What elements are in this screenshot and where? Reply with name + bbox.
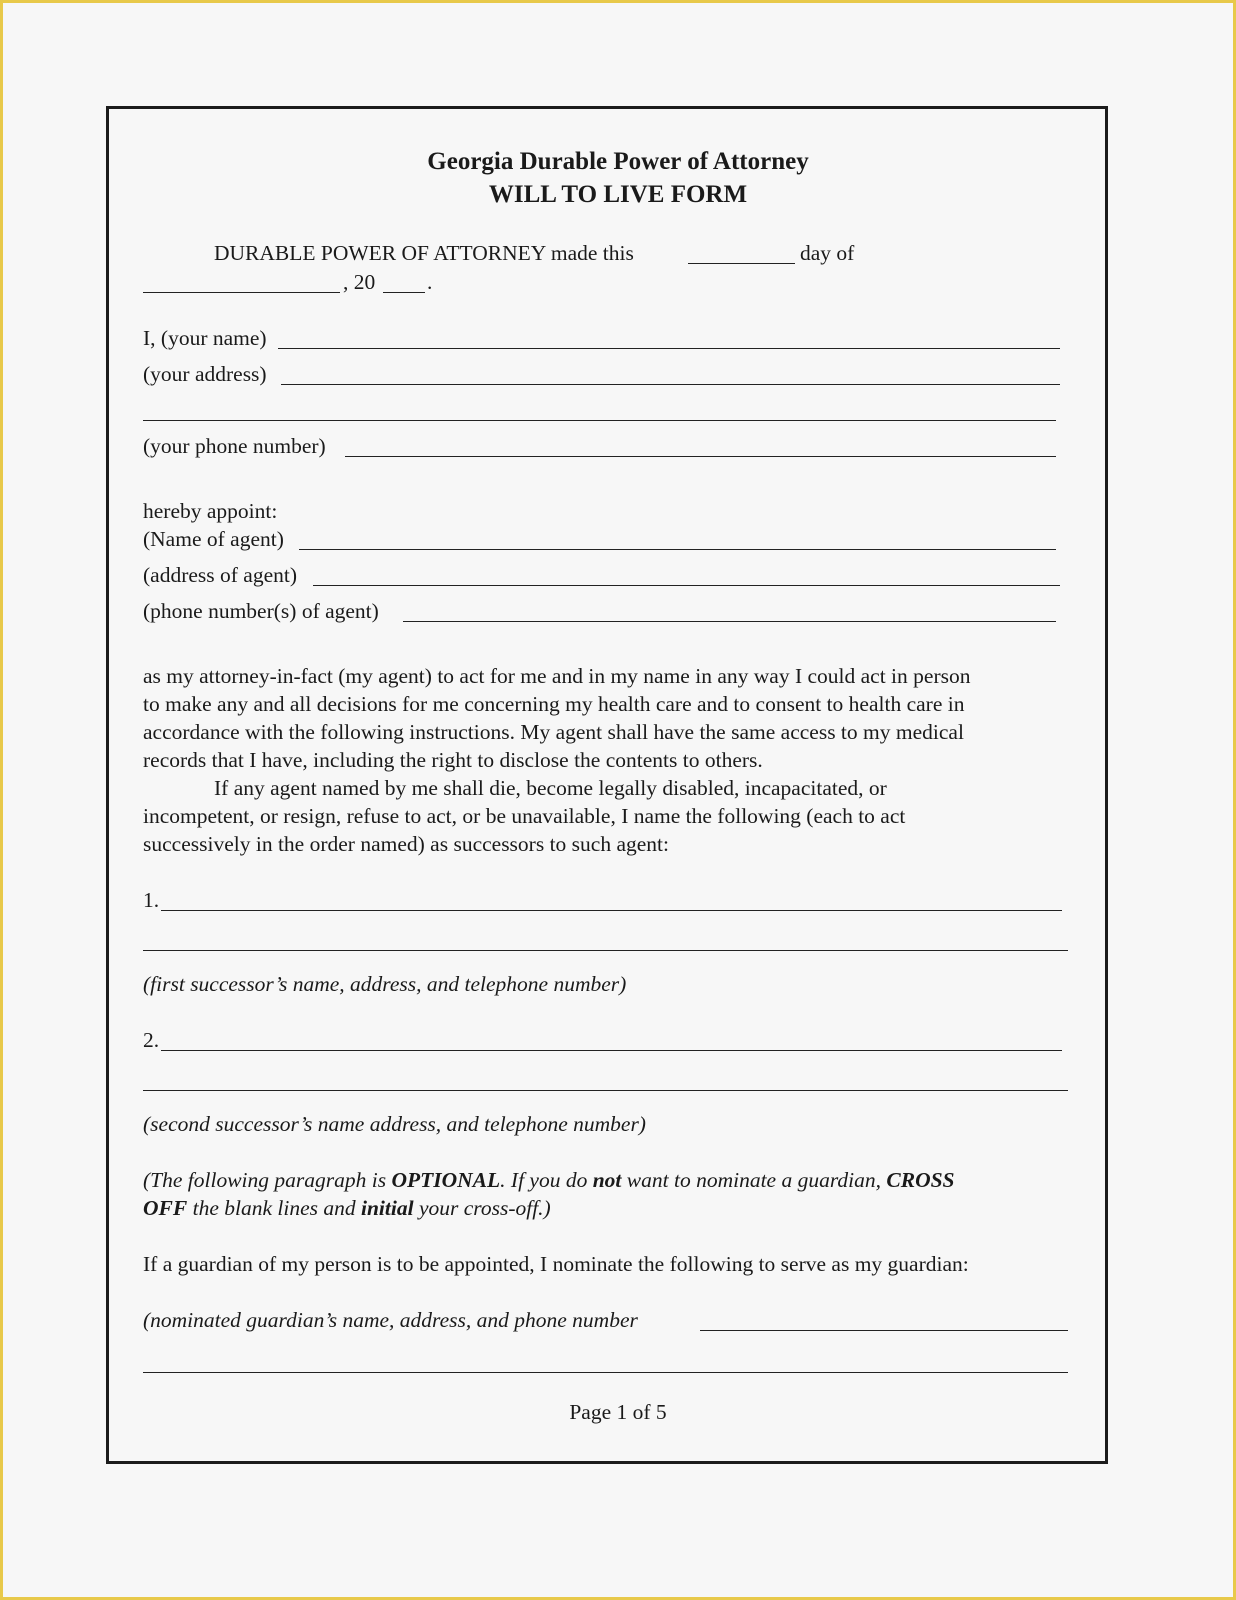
successor-1-caption: (first successor’s name, address, and telephone number) xyxy=(143,972,627,996)
successor-2-field-line-2[interactable] xyxy=(143,1090,1068,1091)
date-intro-text: DURABLE POWER OF ATTORNEY made this xyxy=(214,241,634,265)
month-blank[interactable] xyxy=(143,292,340,293)
successor-1-field-line-2[interactable] xyxy=(143,950,1068,951)
document-title: Georgia Durable Power of Attorney xyxy=(427,148,809,175)
body-line-3: accordance with the following instructions. My agent shall have the same access to my medical xyxy=(143,720,964,744)
your-name-field[interactable] xyxy=(278,348,1060,349)
agent-address-field[interactable] xyxy=(313,585,1060,586)
year-blank[interactable] xyxy=(383,292,425,293)
agent-phone-label: (phone number(s) of agent) xyxy=(143,599,379,623)
your-phone-field[interactable] xyxy=(345,456,1056,457)
optional-note-line-1: (The following paragraph is OPTIONAL. If you do not want to nominate a guardian, CROSS xyxy=(143,1168,955,1192)
agent-name-field[interactable] xyxy=(299,549,1056,550)
successor-1-number: 1. xyxy=(143,888,160,912)
body-line-2: to make any and all decisions for me concerning my health care and to consent to health care in xyxy=(143,692,965,716)
body-line-4: records that I have, including the right to disclose the contents to others. xyxy=(143,748,763,772)
guardian-statement: If a guardian of my person is to be appointed, I nominate the following to serve as my guardian: xyxy=(143,1252,969,1276)
day-blank[interactable] xyxy=(688,263,795,264)
agent-phone-field[interactable] xyxy=(403,621,1056,622)
agent-address-label: (address of agent) xyxy=(143,563,298,587)
successor-2-caption: (second successor’s name address, and telephone number) xyxy=(143,1112,646,1136)
day-of-text: day of xyxy=(800,241,855,265)
guardian-field[interactable] xyxy=(700,1330,1068,1331)
your-name-label: I, (your name) xyxy=(143,326,267,350)
guardian-field-line-2[interactable] xyxy=(143,1372,1068,1373)
document-page xyxy=(3,3,1233,1597)
body-line-6: incompetent, or resign, refuse to act, or be unavailable, I name the following (each to act xyxy=(143,804,906,828)
document-subtitle: WILL TO LIVE FORM xyxy=(488,181,748,208)
date-period: . xyxy=(427,270,433,294)
successor-2-field[interactable] xyxy=(161,1050,1062,1051)
hereby-appoint-text: hereby appoint: xyxy=(143,499,278,523)
successor-1-field[interactable] xyxy=(161,910,1062,911)
body-line-1: as my attorney-in-fact (my agent) to act for me and in my name in any way I could act in person xyxy=(143,664,971,688)
body-line-7: successively in the order named) as successors to such agent: xyxy=(143,832,669,856)
your-address-label: (your address) xyxy=(143,362,267,386)
body-line-5: If any agent named by me shall die, become legally disabled, incapacitated, or xyxy=(214,776,887,800)
agent-name-label: (Name of agent) xyxy=(143,527,284,551)
your-address-field[interactable] xyxy=(281,384,1060,385)
successor-2-number: 2. xyxy=(143,1028,160,1052)
page-number: Page 1 of 5 xyxy=(569,1400,667,1424)
your-address-line-2-field[interactable] xyxy=(143,420,1056,421)
guardian-label: (nominated guardian’s name, address, and phone number xyxy=(143,1308,638,1332)
optional-note-line-2: OFF the blank lines and initial your cross-off.) xyxy=(143,1196,551,1220)
year-prefix-text: , 20 xyxy=(343,270,376,294)
your-phone-label: (your phone number) xyxy=(143,434,326,458)
